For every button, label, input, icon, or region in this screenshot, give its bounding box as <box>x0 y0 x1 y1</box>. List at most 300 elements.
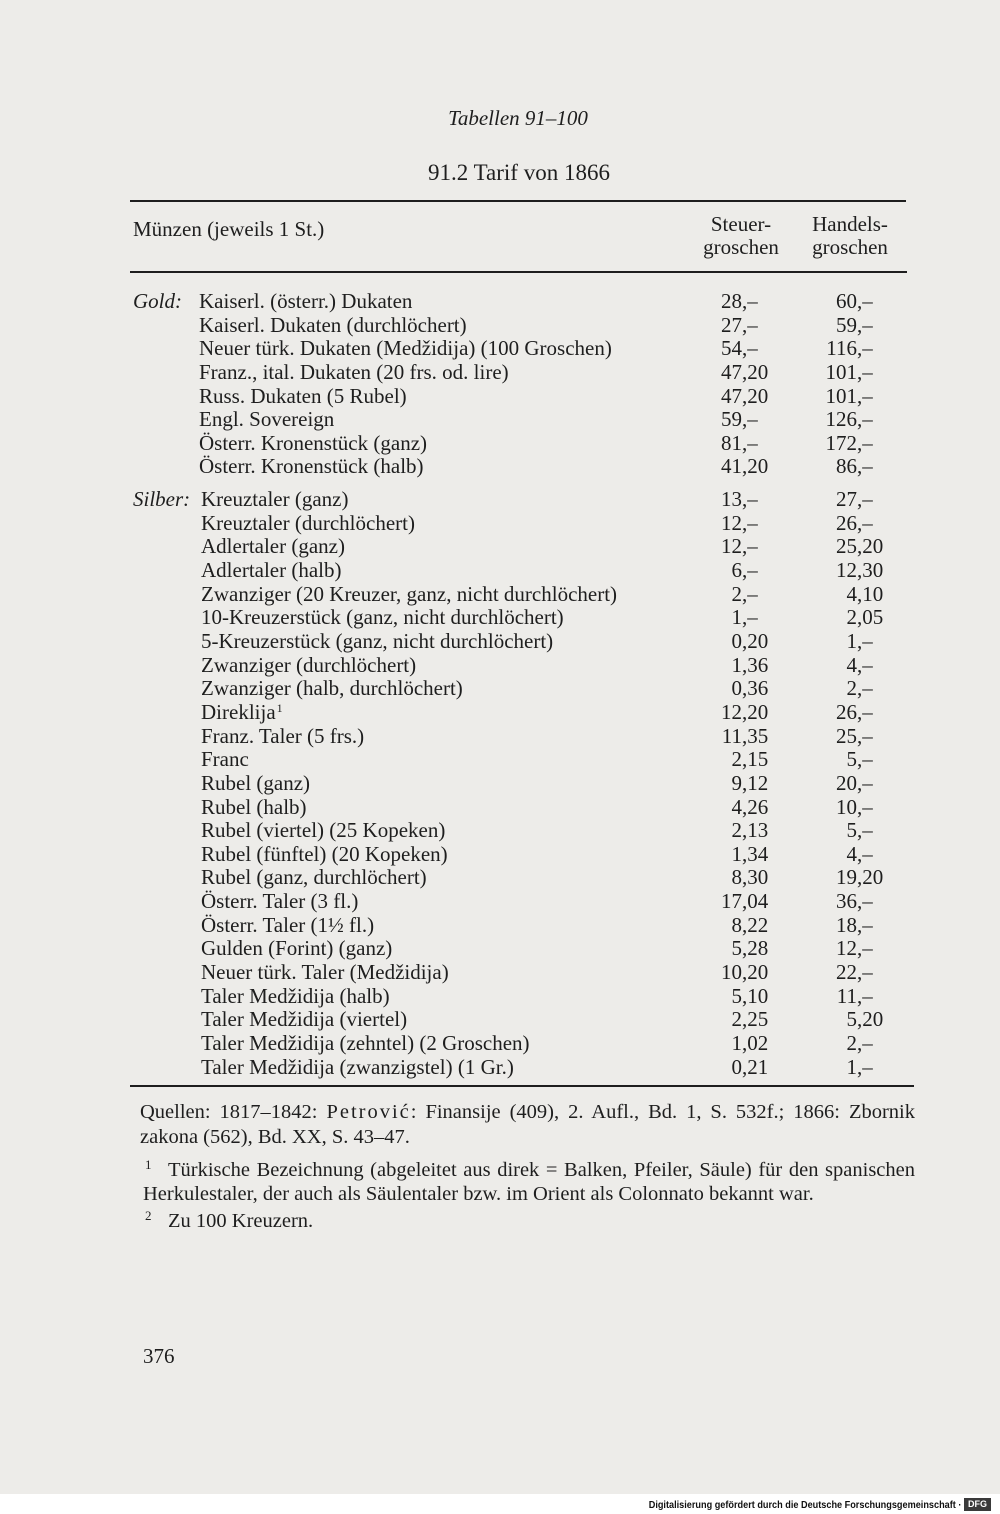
value-integer-part: 1 <box>731 605 742 630</box>
value-fraction-part: ,10 <box>857 581 884 606</box>
value-fraction-part: ,– <box>857 407 873 432</box>
handelsgroschen-value <box>807 866 897 890</box>
coin-cell <box>201 796 307 820</box>
steuergroschen-value <box>692 559 782 583</box>
coin-group <box>0 290 1000 479</box>
value-fraction-part: ,– <box>857 510 873 535</box>
value-integer-part: 11 <box>836 983 857 1008</box>
table-row <box>0 488 1000 512</box>
coin-name: Adlertaler (ganz) <box>201 534 345 559</box>
table-row <box>0 748 1000 772</box>
coin-name: Gulden (Forint) (ganz) <box>201 936 393 961</box>
coin-name: Franc <box>201 747 249 772</box>
value-integer-part: 11 <box>721 723 742 748</box>
handelsgroschen-value <box>807 606 897 630</box>
value-fraction-part: ,– <box>742 407 758 432</box>
column-header-coins: Münzen (jeweils 1 St.) <box>133 217 325 241</box>
table-row <box>0 512 1000 536</box>
value-fraction-part: ,– <box>857 1030 873 1055</box>
coin-cell <box>201 725 364 749</box>
coin-name: Franz., ital. Dukaten (20 frs. od. lire) <box>199 359 509 384</box>
coin-cell <box>199 314 467 338</box>
coin-name: 5-Kreuzerstück (ganz, nicht durchlöchert) <box>201 629 554 654</box>
coin-name: Franz. Taler (5 frs.) <box>201 723 365 748</box>
value-integer-part: 2 <box>731 747 742 772</box>
coin-cell <box>199 455 424 479</box>
footnote-mark: 1 <box>145 1157 152 1172</box>
value-integer-part: 26 <box>836 510 857 535</box>
handelsgroschen-value <box>807 488 897 512</box>
value-fraction-part: ,– <box>857 983 873 1008</box>
coin-name: Österr. Kronenstück (ganz) <box>199 430 428 455</box>
value-integer-part: 1 <box>731 841 742 866</box>
coin-cell <box>201 1032 530 1056</box>
coin-name: Kaiserl. Dukaten (durchlöchert) <box>199 312 467 337</box>
value-integer-part: 47 <box>721 383 742 408</box>
coin-cell <box>199 432 427 456</box>
table-row <box>0 890 1000 914</box>
coin-cell <box>201 512 415 536</box>
handelsgroschen-value <box>807 408 897 432</box>
value-fraction-part: ,30 <box>742 865 769 890</box>
handelsgroschen-value <box>807 583 897 607</box>
steuergroschen-value <box>692 985 782 1009</box>
coin-name: Direklija <box>201 699 276 724</box>
table-row <box>0 337 1000 361</box>
footnote <box>143 1209 915 1234</box>
coin-cell <box>201 985 390 1009</box>
table-row <box>0 385 1000 409</box>
value-integer-part: 8 <box>731 912 742 937</box>
coin-cell <box>201 937 392 961</box>
value-fraction-part: ,– <box>857 454 873 479</box>
table-row <box>0 314 1000 338</box>
handelsgroschen-value <box>807 677 897 701</box>
value-fraction-part: ,20 <box>857 865 884 890</box>
steuergroschen-value <box>692 961 782 985</box>
value-fraction-part: ,– <box>857 818 873 843</box>
value-fraction-part: ,04 <box>742 889 769 914</box>
value-fraction-part: ,22 <box>742 912 769 937</box>
steuergroschen-value <box>692 725 782 749</box>
value-fraction-part: ,– <box>742 534 758 559</box>
coin-cell <box>201 866 427 890</box>
coin-cell <box>201 748 249 772</box>
value-integer-part: 2 <box>731 1007 742 1032</box>
steuergroschen-value <box>692 914 782 938</box>
value-integer-part: 116 <box>826 336 857 361</box>
handelsgroschen-value <box>807 630 897 654</box>
column-header-handelsgroschen <box>800 213 900 259</box>
value-fraction-part: ,– <box>742 336 758 361</box>
coin-cell <box>201 559 342 583</box>
value-fraction-part: ,12 <box>742 770 769 795</box>
table-row <box>0 1056 1000 1080</box>
steuergroschen-value <box>692 488 782 512</box>
table-row <box>0 677 1000 701</box>
value-integer-part: 10 <box>721 960 742 984</box>
table-row <box>0 606 1000 630</box>
footnote-text: Türkische Bezeichnung (abgeleitet aus direk = Balken, Pfeiler, Säule) für den spanischen Herkulestaler, der auch als Säulentaler bzw. im Orient als Colonnato bekannt war. <box>143 1159 915 1205</box>
table-top-rule <box>130 200 906 202</box>
steuergroschen-value <box>692 866 782 890</box>
steuergroschen-value <box>692 1056 782 1080</box>
value-integer-part: 19 <box>836 865 857 890</box>
page-number: 376 <box>143 1344 175 1368</box>
coin-name: Taler Medžidija (zwanzigstel) (1 Gr.) <box>201 1054 514 1079</box>
value-fraction-part: ,20 <box>742 699 769 724</box>
running-header: Tabellen 91–100 <box>448 106 588 130</box>
coin-name: Taler Medžidija (halb) <box>201 983 390 1008</box>
value-fraction-part: ,– <box>857 336 873 361</box>
coin-cell <box>201 1056 514 1080</box>
value-fraction-part: ,– <box>742 605 758 630</box>
value-fraction-part: ,– <box>857 1054 873 1079</box>
coin-cell <box>201 914 374 938</box>
column-header-line: groschen <box>703 235 779 259</box>
value-integer-part: 6 <box>731 558 742 583</box>
value-integer-part: 0 <box>731 629 742 654</box>
value-integer-part: 1 <box>731 1030 742 1055</box>
value-fraction-part: ,– <box>857 960 873 984</box>
footnote-mark: 2 <box>145 1208 152 1223</box>
value-integer-part: 47 <box>721 359 742 384</box>
table-row <box>0 796 1000 820</box>
value-integer-part: 1 <box>846 629 857 654</box>
value-integer-part: 9 <box>731 770 742 795</box>
coin-name: Taler Medžidija (zehntel) (2 Groschen) <box>201 1030 530 1055</box>
value-integer-part: 0 <box>731 676 742 701</box>
value-integer-part: 1 <box>731 652 742 677</box>
table-row <box>0 985 1000 1009</box>
value-integer-part: 4 <box>846 841 857 866</box>
handelsgroschen-value <box>807 432 897 456</box>
sources-author: Petrović <box>326 1101 411 1123</box>
value-integer-part: 25 <box>836 723 857 748</box>
coin-name: Rubel (viertel) (25 Kopeken) <box>201 818 446 843</box>
table-row <box>0 290 1000 314</box>
handelsgroschen-value <box>807 843 897 867</box>
coin-name: 10-Kreuzerstück (ganz, nicht durchlöchert) <box>201 605 564 630</box>
footnote-reference: 1 <box>276 700 283 715</box>
coin-name: Kreuztaler (ganz) <box>201 487 349 512</box>
handelsgroschen-value <box>807 290 897 314</box>
steuergroschen-value <box>692 890 782 914</box>
value-fraction-part: ,02 <box>742 1030 769 1055</box>
steuergroschen-value <box>692 361 782 385</box>
coin-cell <box>201 630 553 654</box>
handelsgroschen-value <box>807 337 897 361</box>
value-fraction-part: ,20 <box>742 454 769 479</box>
value-fraction-part: ,15 <box>742 747 769 772</box>
steuergroschen-value <box>692 796 782 820</box>
value-integer-part: 2 <box>846 676 857 701</box>
coin-cell <box>201 961 449 985</box>
value-integer-part: 2 <box>731 581 742 606</box>
table-row <box>0 535 1000 559</box>
value-fraction-part: ,– <box>857 289 873 314</box>
coin-name: Russ. Dukaten (5 Rubel) <box>199 383 407 408</box>
table-row <box>0 961 1000 985</box>
value-fraction-part: ,– <box>857 723 873 748</box>
steuergroschen-value <box>692 1008 782 1032</box>
coin-name: Österr. Kronenstück (halb) <box>199 454 424 479</box>
group-label: Gold: <box>133 289 182 314</box>
table-row <box>0 630 1000 654</box>
value-integer-part: 5 <box>731 936 742 961</box>
value-fraction-part: ,– <box>742 312 758 337</box>
value-integer-part: 22 <box>836 960 857 984</box>
coin-cell <box>201 701 283 725</box>
group-label: Silber: <box>133 487 191 512</box>
coin-cell <box>199 290 412 314</box>
steuergroschen-value <box>692 819 782 843</box>
value-integer-part: 12 <box>721 510 742 535</box>
handelsgroschen-value <box>807 1032 897 1056</box>
value-fraction-part: ,– <box>857 312 873 337</box>
value-fraction-part: ,20 <box>742 629 769 654</box>
value-fraction-part: ,– <box>857 912 873 937</box>
steuergroschen-value <box>692 385 782 409</box>
value-integer-part: 59 <box>836 312 857 337</box>
table-row <box>0 559 1000 583</box>
coin-cell <box>201 1008 407 1032</box>
coin-name: Kreuztaler (durchlöchert) <box>201 510 415 535</box>
value-integer-part: 2 <box>846 1030 857 1055</box>
coin-name: Zwanziger (halb, durchlöchert) <box>201 676 463 701</box>
handelsgroschen-value <box>807 796 897 820</box>
value-fraction-part: ,– <box>857 889 873 914</box>
value-fraction-part: ,– <box>742 289 758 314</box>
table-bottom-rule <box>130 1085 914 1087</box>
column-header-line: Handels- <box>812 212 888 236</box>
coin-cell <box>201 772 310 796</box>
steuergroschen-value <box>692 455 782 479</box>
steuergroschen-value <box>692 772 782 796</box>
handelsgroschen-value <box>807 701 897 725</box>
handelsgroschen-value <box>807 1008 897 1032</box>
coin-cell <box>201 488 348 512</box>
value-fraction-part: ,36 <box>742 652 769 677</box>
coin-name: Neuer türk. Taler (Medžidija) <box>201 960 449 984</box>
coin-name: Kaiserl. (österr.) Dukaten <box>199 289 413 314</box>
value-integer-part: 27 <box>721 312 742 337</box>
handelsgroschen-value <box>807 654 897 678</box>
handelsgroschen-value <box>807 455 897 479</box>
coin-cell <box>199 337 612 361</box>
coin-cell <box>201 890 358 914</box>
value-integer-part: 27 <box>836 487 857 512</box>
value-fraction-part: ,– <box>742 558 758 583</box>
coin-name: Rubel (ganz, durchlöchert) <box>201 865 427 890</box>
value-fraction-part: ,– <box>742 581 758 606</box>
handelsgroschen-value <box>807 1056 897 1080</box>
steuergroschen-value <box>692 432 782 456</box>
table-row <box>0 725 1000 749</box>
value-fraction-part: ,– <box>857 383 873 408</box>
coin-cell <box>201 843 448 867</box>
coin-name: Österr. Taler (1½ fl.) <box>201 912 375 937</box>
value-integer-part: 17 <box>721 889 742 914</box>
table-row <box>0 408 1000 432</box>
steuergroschen-value <box>692 843 782 867</box>
value-integer-part: 101 <box>825 359 857 384</box>
value-integer-part: 2 <box>731 818 742 843</box>
table-title: 91.2 Tarif von 1866 <box>428 160 610 185</box>
column-header-line: Steuer- <box>710 212 772 236</box>
table-row <box>0 772 1000 796</box>
value-integer-part: 36 <box>836 889 857 914</box>
value-integer-part: 54 <box>721 336 742 361</box>
steuergroschen-value <box>692 654 782 678</box>
value-fraction-part: ,– <box>857 629 873 654</box>
sources-prefix: Quellen: 1817–1842: <box>140 1101 327 1123</box>
handelsgroschen-value <box>807 512 897 536</box>
coin-cell <box>201 654 416 678</box>
value-fraction-part: ,– <box>857 747 873 772</box>
steuergroschen-value <box>692 512 782 536</box>
value-fraction-part: ,– <box>742 487 758 512</box>
table-row <box>0 455 1000 479</box>
steuergroschen-value <box>692 535 782 559</box>
handelsgroschen-value <box>807 985 897 1009</box>
footnote <box>143 1158 915 1206</box>
value-fraction-part: ,– <box>857 652 873 677</box>
steuergroschen-value <box>692 630 782 654</box>
value-fraction-part: ,34 <box>742 841 769 866</box>
coin-cell <box>199 361 509 385</box>
value-fraction-part: ,– <box>857 359 873 384</box>
value-fraction-part: ,20 <box>742 383 769 408</box>
handelsgroschen-value <box>807 961 897 985</box>
value-fraction-part: ,20 <box>742 359 769 384</box>
steuergroschen-value <box>692 937 782 961</box>
value-integer-part: 18 <box>836 912 857 937</box>
value-integer-part: 4 <box>731 794 742 819</box>
value-fraction-part: ,20 <box>742 960 769 984</box>
value-integer-part: 60 <box>836 289 857 314</box>
value-fraction-part: ,10 <box>742 983 769 1008</box>
handelsgroschen-value <box>807 772 897 796</box>
table-row <box>0 432 1000 456</box>
table-row <box>0 819 1000 843</box>
table-header-rule <box>130 271 907 273</box>
value-integer-part: 5 <box>731 983 742 1008</box>
table-row <box>0 583 1000 607</box>
coin-cell <box>201 583 617 607</box>
coin-name: Engl. Sovereign <box>199 407 335 432</box>
coin-name: Rubel (fünftel) (20 Kopeken) <box>201 841 448 866</box>
value-integer-part: 86 <box>836 454 857 479</box>
value-integer-part: 41 <box>721 454 742 479</box>
value-integer-part: 5 <box>846 818 857 843</box>
table-row <box>0 654 1000 678</box>
value-integer-part: 101 <box>825 383 857 408</box>
value-integer-part: 8 <box>731 865 742 890</box>
value-fraction-part: ,– <box>857 487 873 512</box>
table-row <box>0 843 1000 867</box>
value-integer-part: 28 <box>721 289 742 314</box>
value-fraction-part: ,26 <box>742 794 769 819</box>
value-fraction-part: ,25 <box>742 1007 769 1032</box>
table-row <box>0 361 1000 385</box>
value-fraction-part: ,21 <box>742 1054 769 1079</box>
value-fraction-part: ,30 <box>857 558 884 583</box>
steuergroschen-value <box>692 606 782 630</box>
value-integer-part: 20 <box>836 770 857 795</box>
value-integer-part: 5 <box>846 747 857 772</box>
value-fraction-part: ,– <box>857 676 873 701</box>
coin-name: Österr. Taler (3 fl.) <box>201 889 359 914</box>
steuergroschen-value <box>692 677 782 701</box>
value-fraction-part: ,– <box>857 794 873 819</box>
coin-cell <box>199 385 407 409</box>
steuergroschen-value <box>692 408 782 432</box>
value-integer-part: 13 <box>721 487 742 512</box>
steuergroschen-value <box>692 314 782 338</box>
coin-name: Adlertaler (halb) <box>201 558 342 583</box>
coin-name: Neuer türk. Dukaten (Medžidija) (100 Groschen) <box>199 336 612 361</box>
coin-cell <box>201 819 445 843</box>
value-fraction-part: ,20 <box>857 534 884 559</box>
value-integer-part: 2 <box>846 605 857 630</box>
table-row <box>0 1008 1000 1032</box>
sources-note <box>140 1100 915 1150</box>
value-integer-part: 26 <box>836 699 857 724</box>
value-integer-part: 59 <box>721 407 742 432</box>
value-fraction-part: ,35 <box>742 723 769 748</box>
footnote-text: Zu 100 Kreuzern. <box>168 1210 314 1232</box>
coin-name: Taler Medžidija (viertel) <box>201 1007 408 1032</box>
handelsgroschen-value <box>807 314 897 338</box>
handelsgroschen-value <box>807 535 897 559</box>
value-integer-part: 12 <box>721 699 742 724</box>
handelsgroschen-value <box>807 385 897 409</box>
coin-name: Zwanziger (durchlöchert) <box>201 652 417 677</box>
steuergroschen-value <box>692 290 782 314</box>
value-fraction-part: ,36 <box>742 676 769 701</box>
value-fraction-part: ,– <box>742 510 758 535</box>
coin-name: Rubel (halb) <box>201 794 307 819</box>
coin-cell <box>199 408 334 432</box>
handelsgroschen-value <box>807 890 897 914</box>
value-integer-part: 12 <box>836 936 857 961</box>
value-fraction-part: ,– <box>857 936 873 961</box>
value-fraction-part: ,– <box>857 699 873 724</box>
value-fraction-part: ,05 <box>857 605 884 630</box>
steuergroschen-value <box>692 1032 782 1056</box>
dfg-logo: DFG <box>964 1498 991 1511</box>
value-integer-part: 172 <box>825 430 857 455</box>
handelsgroschen-value <box>807 361 897 385</box>
coin-cell <box>201 535 345 559</box>
value-integer-part: 4 <box>846 581 857 606</box>
handelsgroschen-value <box>807 914 897 938</box>
credit-text: Digitalisierung gefördert durch die Deutsche Forschungsgemeinschaft · <box>648 1499 961 1511</box>
value-fraction-part: ,20 <box>857 1007 884 1032</box>
value-integer-part: 126 <box>825 407 857 432</box>
table-row <box>0 937 1000 961</box>
value-integer-part: 10 <box>836 794 857 819</box>
coin-group <box>0 488 1000 1079</box>
column-header-line: groschen <box>812 235 888 259</box>
steuergroschen-value <box>692 701 782 725</box>
sources-suffix: : Finansije (409), 2. Aufl., Bd. 1, S. 532f.; 1866: Zbornik zakona (562), Bd. XX, S. 43–47. <box>140 1101 915 1148</box>
handelsgroschen-value <box>807 819 897 843</box>
table-row <box>0 701 1000 725</box>
value-integer-part: 5 <box>846 1007 857 1032</box>
table-row <box>0 866 1000 890</box>
